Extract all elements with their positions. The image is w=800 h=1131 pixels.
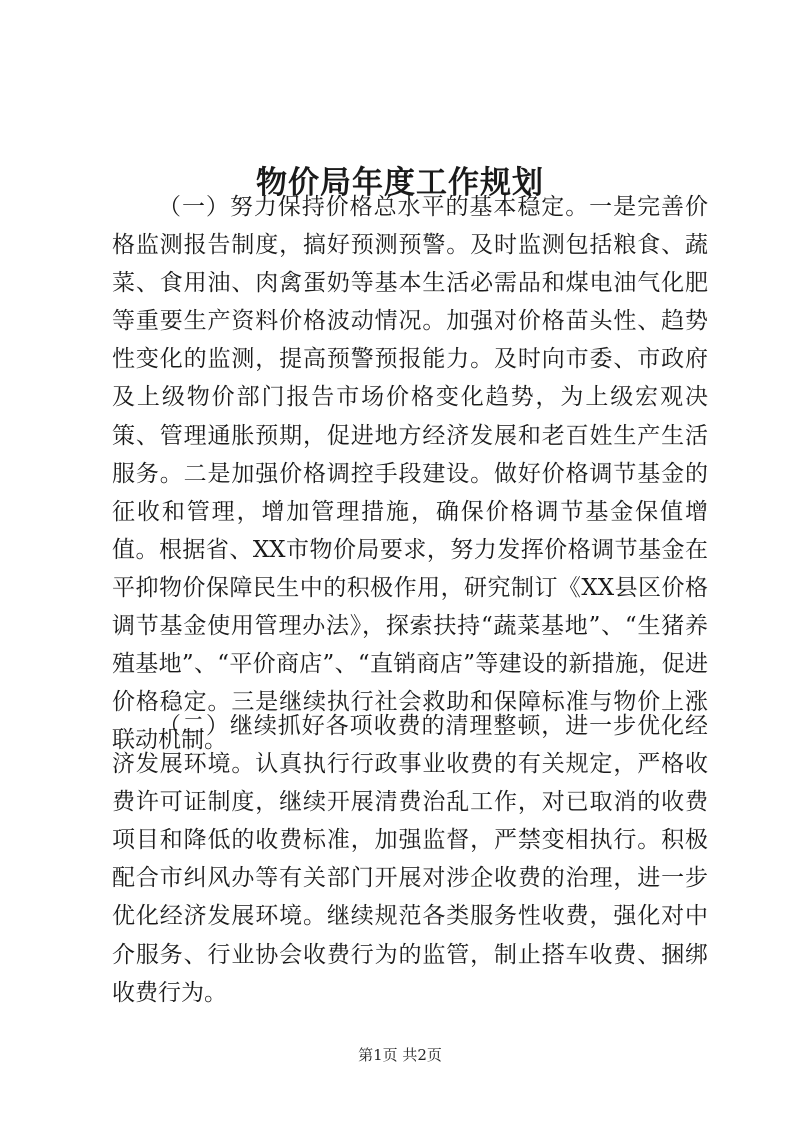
page-number-footer: 第1页 共2页 [358, 1046, 442, 1064]
document-title: 物价局年度工作规划 [256, 164, 544, 201]
paragraph-1: （一）努力保持价格总水平的基本稳定。一是完善价格监测报告制度，搞好预测预警。及时监测包括粮食、蔬菜、食用油、肉禽蛋奶等基本生活必需品和煤电油气化肥等重要生产资料价格波动情况。加强对价格苗头性、趋势性变化的监测，提高预警预报能力。及时向市委、市政府及上级物价部门报告市场价格变化趋势，为上级宏观决策、管理通胀预期，促进地方经济发展和老百姓生产生活服务。二是加强价格调控手段建设。做好价格调节基金的征收和管理，增加管理措施，确保价格调节基金保值增值。根据省、XX市物价局要求，努力发挥价格调节基金在平抑物价保障民生中的积极作用，研究制订《XX县区价格调节基金使用管理办法》，探索扶持“蔬菜基地”、“生猪养殖基地”、“平价商店”、“直销商店”等建设的新措施，促进价格稳定。三是继续执行社会救助和保障标准与物价上涨联动机制。 [112, 194, 708, 754]
paragraph-2: （二）继续抓好各项收费的清理整顿，进一步优化经济发展环境。认真执行行政事业收费的有关规定，严格收费许可证制度，继续开展清费治乱工作，对已取消的收费项目和降低的收费标准，加强监督，严禁变相执行。积极配合市纠风办等有关部门开展对涉企收费的治理，进一步优化经济发展环境。继续规范各类服务性收费，强化对中介服务、行业协会收费行为的监管，制止搭车收费、捆绑收费行为。 [112, 713, 708, 1006]
